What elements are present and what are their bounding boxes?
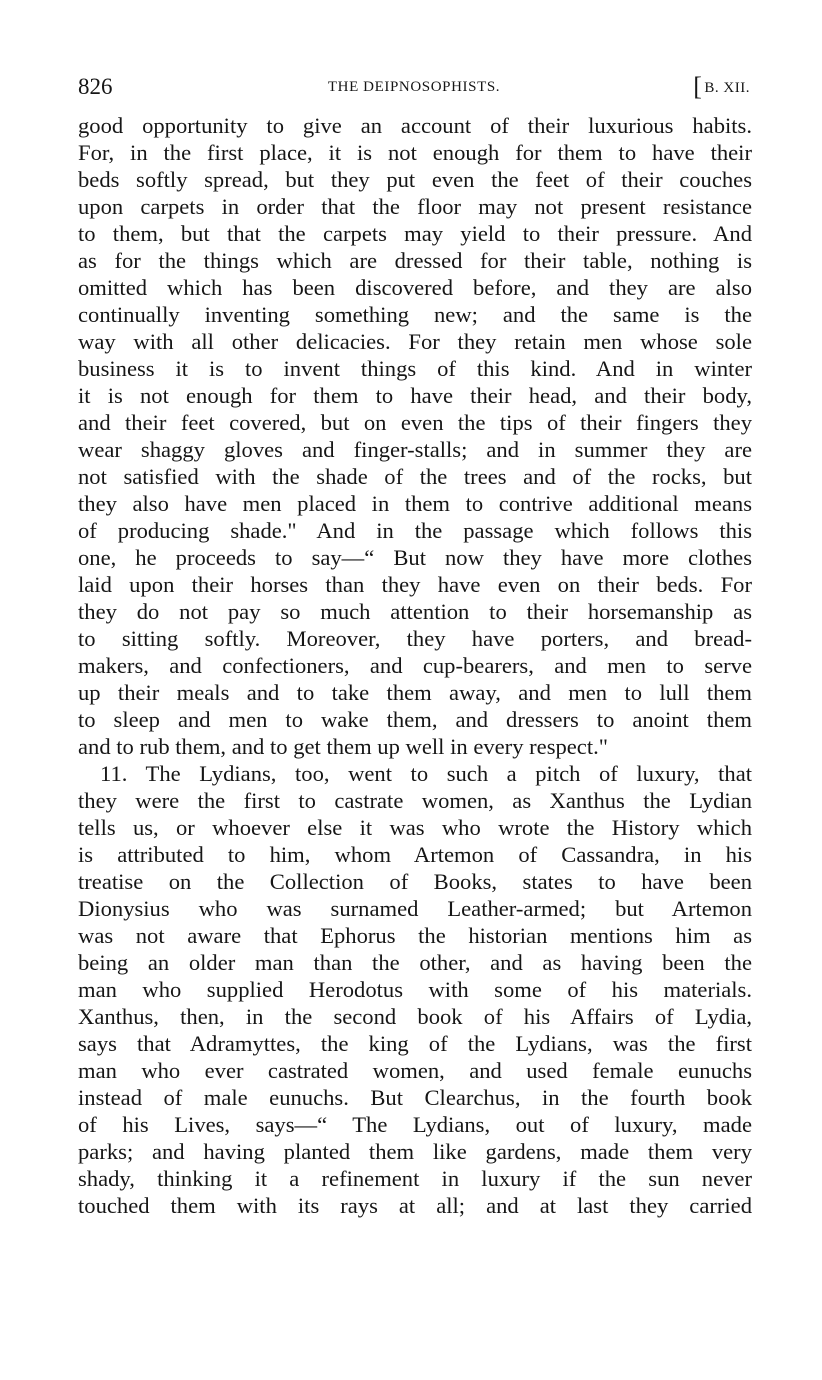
text-line: beds softly spread, but they put even the feet of their couches — [78, 167, 752, 192]
text-line: one, he proceeds to say—“ But now they have more clothes — [78, 545, 752, 570]
text-line: upon carpets in order that the floor may not present resistance — [78, 194, 752, 219]
text-line: and their feet covered, but on even the tips of their fingers they — [78, 410, 752, 435]
text-line: man who ever castrated women, and used female eunuchs — [78, 1058, 752, 1083]
text-line: parks; and having planted them like gardens, made them very — [78, 1139, 752, 1164]
text-line: continually inventing something new; and the same is the — [78, 302, 752, 327]
text-line: to sitting softly. Moreover, they have porters, and bread- — [78, 626, 752, 651]
text-line: business it is to invent things of this kind. And in winter — [78, 356, 752, 381]
text-line: they also have men placed in them to contrive additional means — [78, 491, 752, 516]
body-text — [78, 112, 752, 1219]
book-reference — [693, 72, 750, 103]
text-line: Dionysius who was surnamed Leather-armed; but Artemon — [78, 896, 752, 921]
text-line: says that Adramyttes, the king of the Lydians, was the first — [78, 1031, 752, 1056]
text-line: they do not pay so much attention to their horsemanship as — [78, 599, 752, 624]
text-line: wear shaggy gloves and finger-stalls; and in summer they are — [78, 437, 752, 462]
page-number: 826 — [78, 74, 113, 99]
text-line: omitted which has been discovered before, and they are also — [78, 275, 752, 300]
text-line: is attributed to him, whom Artemon of Cassandra, in his — [78, 842, 752, 867]
text-line: as for the things which are dressed for their table, nothing is — [78, 248, 752, 273]
text-line: instead of male eunuchs. But Clearchus, in the fourth book — [78, 1085, 752, 1110]
running-head — [78, 72, 750, 102]
text-line: not satisfied with the shade of the trees and of the rocks, but — [78, 464, 752, 489]
text-line: makers, and confectioners, and cup-bearers, and men to serve — [78, 653, 752, 678]
text-line: was not aware that Ephorus the historian mentions him as — [78, 923, 752, 948]
text-line: they were the first to castrate women, as Xanthus the Lydian — [78, 788, 752, 813]
text-line: of his Lives, says—“ The Lydians, out of luxury, made — [78, 1112, 752, 1137]
text-line: Xanthus, then, in the second book of his Affairs of Lydia, — [78, 1004, 752, 1029]
running-title: THE DEIPNOSOPHISTS. — [327, 79, 501, 95]
text-line: For, in the first place, it is not enough for them to have their — [78, 140, 752, 165]
text-line: up their meals and to take them away, and men to lull them — [78, 680, 752, 705]
text-line: laid upon their horses than they have even on their beds. For — [78, 572, 752, 597]
text-line: shady, thinking it a refinement in luxury if the sun never — [78, 1166, 752, 1191]
text-line: tells us, or whoever else it was who wrote the History which — [78, 815, 752, 840]
text-line: treatise on the Collection of Books, states to have been — [78, 869, 752, 894]
text-line: way with all other delicacies. For they retain men whose sole — [78, 329, 752, 354]
text-line: touched them with its rays at all; and at last they carried — [78, 1193, 752, 1218]
text-line: being an older man than the other, and as having been the — [78, 950, 752, 975]
text-line: of producing shade." And in the passage which follows this — [78, 518, 752, 543]
text-line: to sleep and men to wake them, and dressers to anoint them — [78, 707, 752, 732]
text-line: to them, but that the carpets may yield to their pressure. And — [78, 221, 752, 246]
paragraph-end-line: and to rub them, and to get them up well in every respect." — [78, 734, 608, 759]
text-line: man who supplied Herodotus with some of his materials. — [78, 977, 752, 1002]
book-reference-label: B. XII. — [704, 80, 750, 96]
opening-bracket-glyph: [ — [693, 72, 703, 101]
paragraph-start-line: 11. The Lydians, too, went to such a pitch of luxury, that — [100, 761, 752, 786]
text-line: good opportunity to give an account of their luxurious habits. — [78, 113, 752, 138]
text-line: it is not enough for them to have their head, and their body, — [78, 383, 752, 408]
